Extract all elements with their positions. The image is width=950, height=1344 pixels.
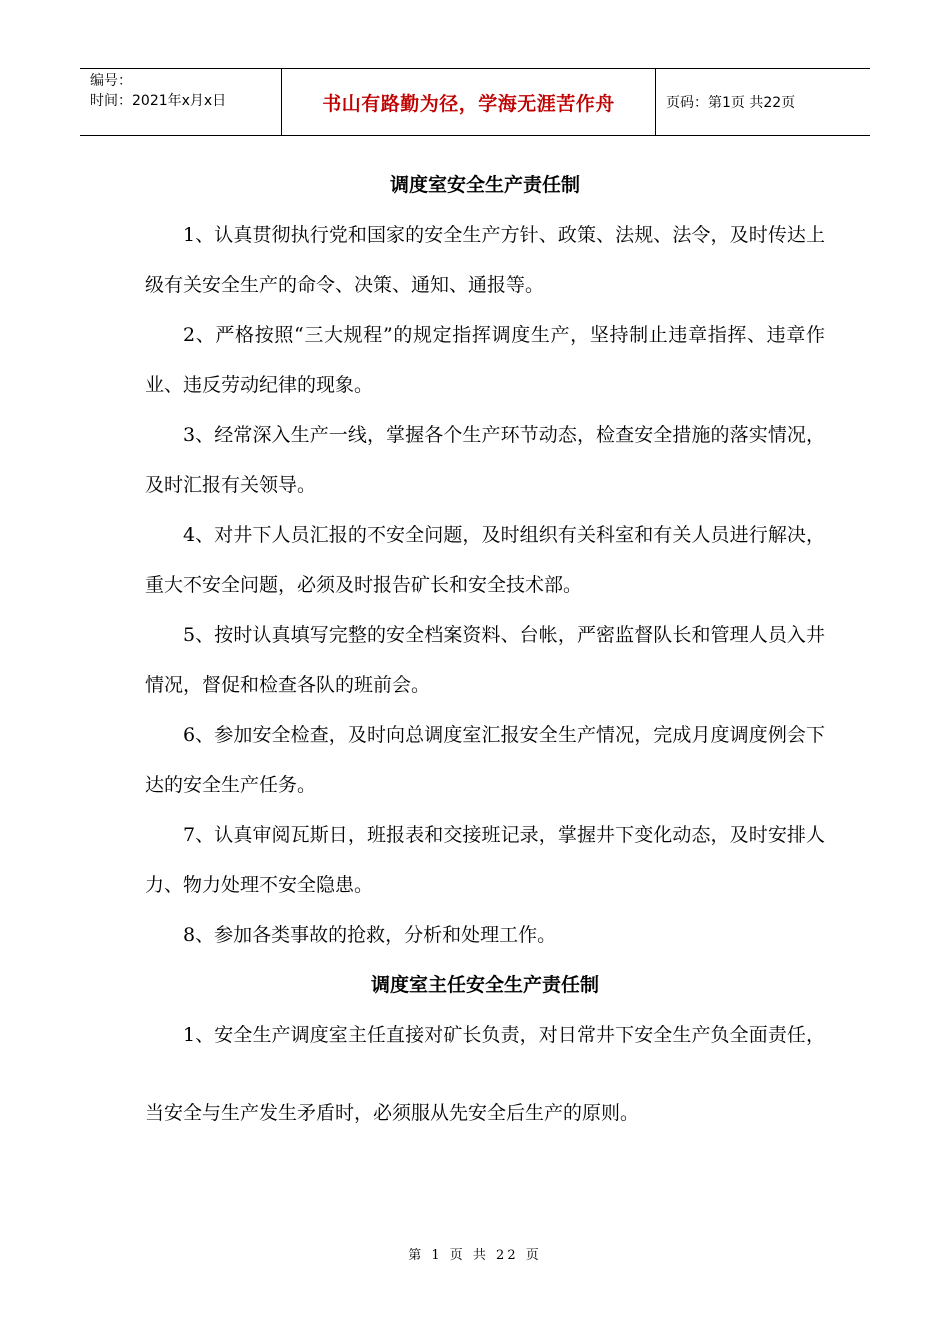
paragraph: 4、对井下人员汇报的不安全问题，及时组织有关科室和有关人员进行解决，重大不安全问题，必须及时报告矿长和安全技术部。 <box>145 524 825 596</box>
paragraph: 1、认真贯彻执行党和国家的安全生产方针、政策、法规、法令，及时传达上级有关安全生产的命令、决策、通知、通报等。 <box>145 224 825 296</box>
paragraph: 2、严格按照“三大规程”的规定指挥调度生产，坚持制止违章指挥、违章作业、违反劳动纪律的现象。 <box>145 324 825 396</box>
paragraph: 3、经常深入生产一线，掌握各个生产环节动态，检查安全措施的落实情况，及时汇报有关领导。 <box>145 424 825 496</box>
section-title: 调度室主任安全生产责任制 <box>370 974 599 996</box>
header-page-info: 页码：第1页 共22页 <box>666 95 796 111</box>
paragraph: 7、认真审阅瓦斯日，班报表和交接班记录，掌握井下变化动态，及时安排人力、物力处理不安全隐患。 <box>145 824 825 896</box>
paragraph: 8、参加各类事故的抢救，分析和处理工作。 <box>183 924 557 946</box>
document-number-label: 编号： <box>90 73 132 89</box>
document-header <box>80 68 870 136</box>
document-time-label: 时间：2021年x月x日 <box>90 93 227 109</box>
header-motto-cell <box>282 69 656 135</box>
header-motto: 书山有路勤为径，学海无涯苦作舟 <box>322 92 615 115</box>
header-page-cell <box>656 69 870 135</box>
document-body <box>145 160 825 1152</box>
paragraph: 1、安全生产调度室主任直接对矿长负责，对日常井下安全生产负全面责任，当安全与生产发生矛盾时，必须服从先安全后生产的原则。 <box>145 1024 825 1124</box>
header-meta-cell <box>80 69 282 135</box>
paragraph: 6、参加安全检查，及时向总调度室汇报安全生产情况，完成月度调度例会下达的安全生产任务。 <box>145 724 825 796</box>
section-title: 调度室安全生产责任制 <box>389 174 580 196</box>
page-footer: 第 1 页 共 22 页 <box>408 1248 542 1263</box>
paragraph: 5、按时认真填写完整的安全档案资料、台帐，严密监督队长和管理人员入井情况，督促和检查各队的班前会。 <box>145 624 825 696</box>
